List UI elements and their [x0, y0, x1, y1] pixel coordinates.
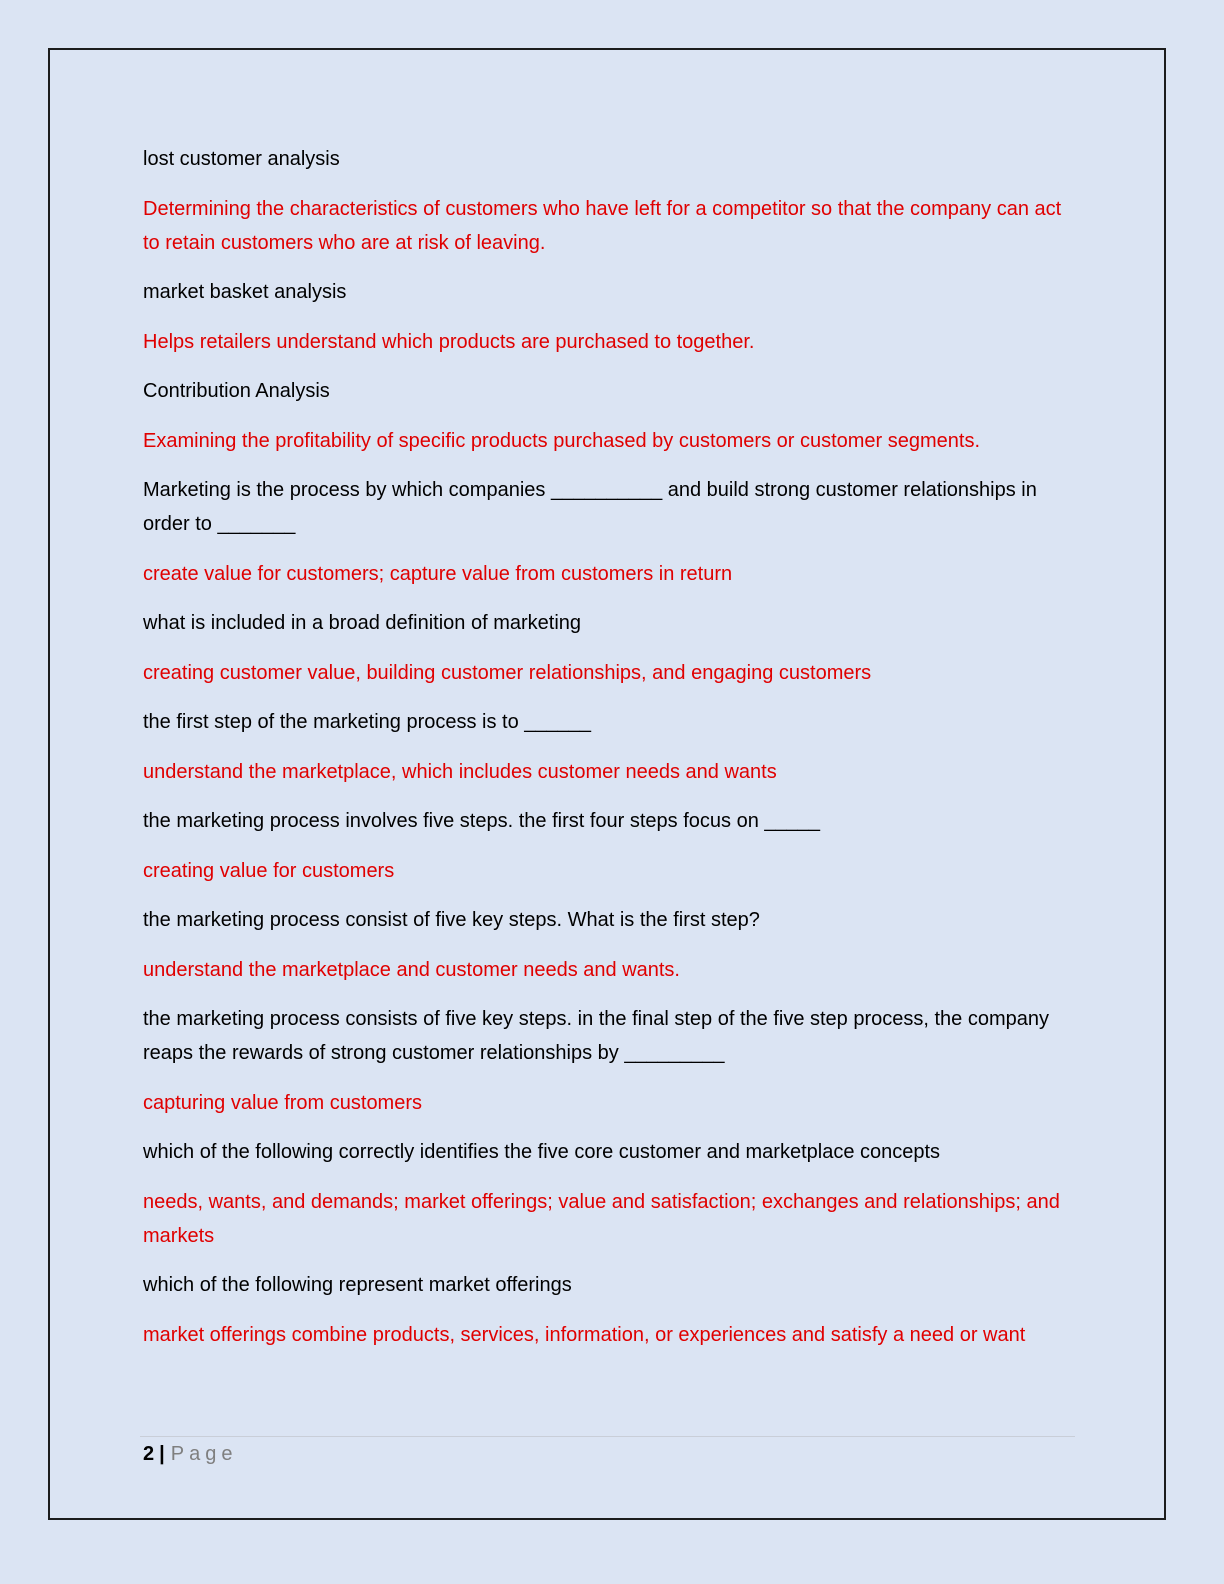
question-text: the marketing process consists of five key steps. in the final step of the five step process, the company reaps the rewards of strong customer relationships by _________ — [143, 1008, 1050, 1064]
question-text: which of the following correctly identifies the five core customer and marketplace concepts — [143, 1141, 941, 1163]
answer-text: Examining the profitability of specific products purchased by customers or customer segments. — [143, 429, 981, 452]
answer-text: Helps retailers understand which products are purchased to together. — [143, 330, 755, 353]
question-text: lost customer analysis — [143, 148, 340, 170]
answer-text: needs, wants, and demands; market offerings; value and satisfaction; exchanges and relationships; and markets — [143, 1190, 1060, 1247]
answer-text: market offerings combine products, services, information, or experiences and satisfy a need or want — [143, 1323, 1026, 1346]
document-body — [143, 142, 1078, 1367]
question-text: the marketing process involves five steps. the first four steps focus on _____ — [143, 810, 821, 832]
answer-text: understand the marketplace, which includes customer needs and wants — [143, 760, 777, 783]
answer-text: Determining the characteristics of customers who have left for a competitor so that the company can act to retain customers who are at risk of leaving. — [143, 197, 1062, 254]
page-number: 2 — [143, 1443, 155, 1465]
page-label: Page — [170, 1443, 238, 1465]
question-text: what is included in a broad definition of marketing — [143, 612, 582, 634]
answer-text: capturing value from customers — [143, 1091, 423, 1114]
answer-text: understand the marketplace and customer needs and wants. — [143, 958, 680, 981]
question-text: which of the following represent market offerings — [143, 1274, 572, 1296]
footer-divider — [140, 1436, 1075, 1437]
question-text: Contribution Analysis — [143, 380, 330, 402]
question-text: Marketing is the process by which companies __________ and build strong customer relationships in order to _______ — [143, 479, 1037, 535]
page-footer — [143, 1440, 237, 1468]
answer-text: create value for customers; capture value from customers in return — [143, 562, 733, 585]
question-text: market basket analysis — [143, 281, 347, 303]
footer-separator: | — [159, 1443, 165, 1465]
answer-text: creating customer value, building customer relationships, and engaging customers — [143, 661, 872, 684]
answer-text: creating value for customers — [143, 859, 395, 882]
question-text: the first step of the marketing process is to ______ — [143, 711, 592, 733]
question-text: the marketing process consist of five key steps. What is the first step? — [143, 909, 760, 931]
